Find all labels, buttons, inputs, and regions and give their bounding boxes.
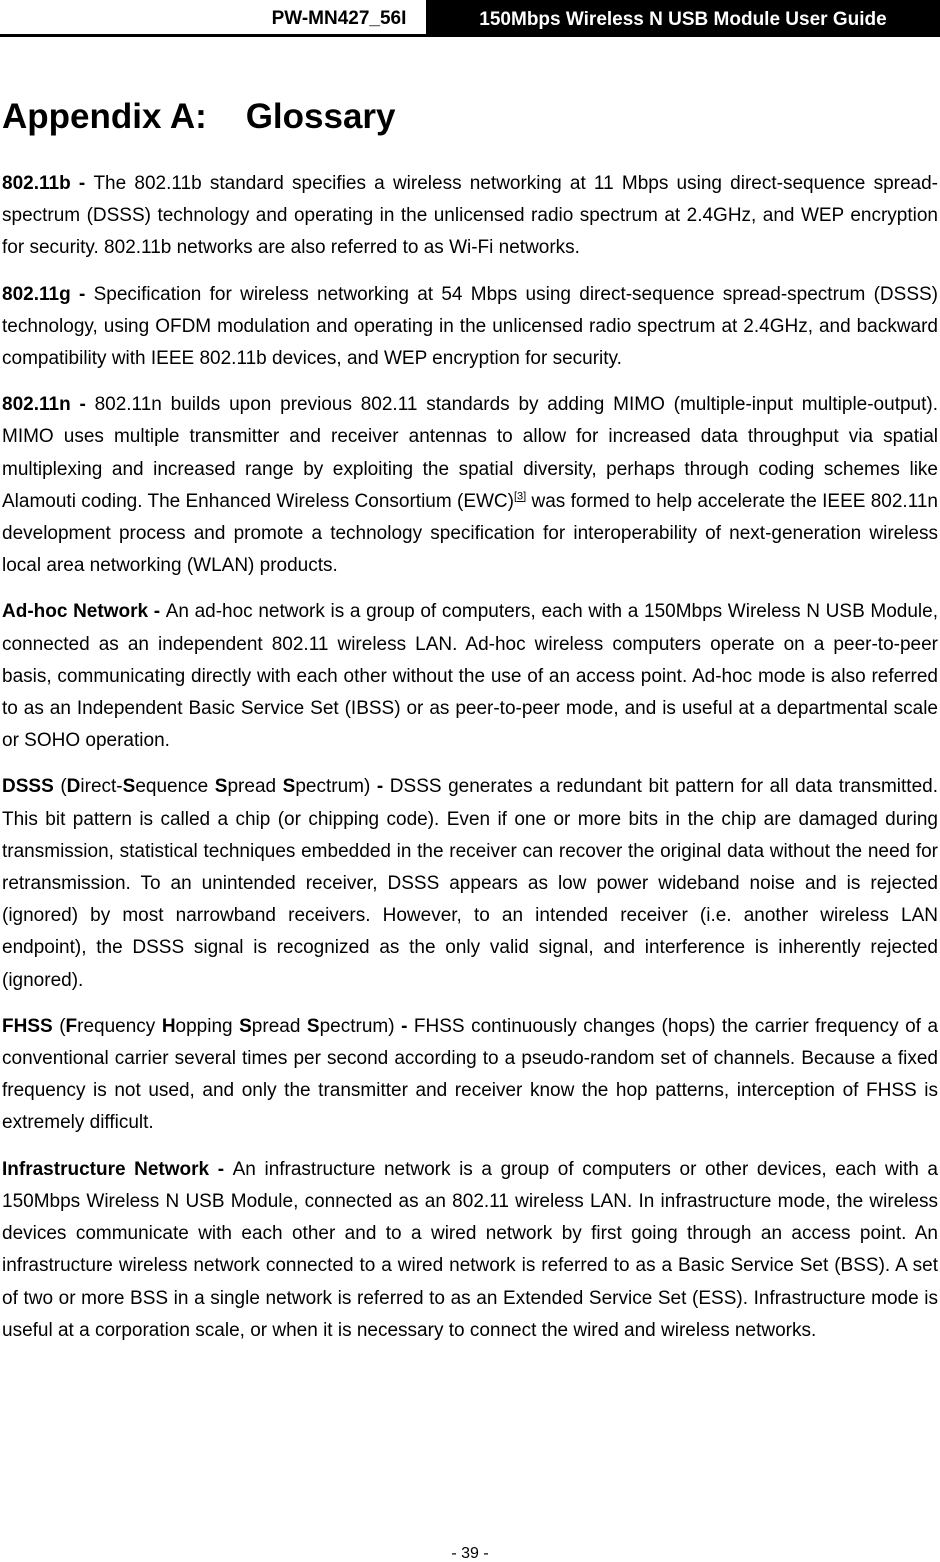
definition: An infrastructure network is a group of computers or other devices, each with a 150Mbps Wireless N USB Module, connected as an 802.11 wireless LAN. In infrastructure mode, the wireless devices communicate with each other and to a wired network by first going through an access point. An infrastructure wireless network connected to a wired network is referred to as a Basic Service Set (BSS). A set of two or more BSS in a single network is referred to as an Extended Service Set (ESS). Infrastructure mode is useful at a corporation scale, or when it is necessary to connect the wired and wireless networks. [2, 1158, 938, 1341]
definition: DSSS generates a redundant bit pattern for all data transmitted. This bit pattern is called a chip (or chipping code). Even if one or more bits in the chip are damaged during transmission, statistical techniques embedded in the receiver can recover the original data without the need for retransmission. To an unintended receiver, DSSS appears as low power wideband noise and is rejected (ignored) by most narrowband receivers. However, to an intended receiver (i.e. another wireless LAN endpoint), the DSSS signal is recognized as the only valid signal, and interference is inherently rejected (ignored). [2, 776, 938, 991]
acronym-letter: S [282, 776, 296, 798]
page-title: Appendix A: Glossary [2, 97, 396, 136]
acronym-word: requency [77, 1015, 162, 1037]
term-dash: - [376, 776, 390, 798]
term-dash: - [401, 1015, 414, 1037]
definition: The 802.11b standard specifies a wireless networking at 11 Mbps using direct-sequence spread-spectrum (DSSS) technology and operating in the unlicensed radio spectrum at 2.4GHz, and WEP encryption for security. 802.11b networks are also referred to as Wi-Fi networks. [2, 173, 939, 259]
term: Ad-hoc Network - [2, 601, 166, 623]
acronym-letter: S [122, 776, 136, 798]
acronym-letter: S [239, 1015, 252, 1037]
acronym-word: pread [251, 1015, 307, 1037]
glossary-entry-80211b [2, 168, 938, 265]
glossary-entry-dsss [2, 771, 938, 996]
glossary-entry-infrastructure-network [2, 1154, 938, 1347]
acronym-word: pectrum) [295, 776, 377, 798]
model-number: PW-MN427_56I [271, 8, 407, 29]
glossary-entry-80211g [2, 279, 938, 376]
page-header [0, 0, 940, 40]
definition: 802.11n builds upon previous 802.11 standards by adding MIMO (multiple-input multiple-output). MIMO uses multiple transmitter and receiver antennas to allow for increased data throughput via spatial multiplexing and increased range by exploiting the spatial diversity, perhaps through coding schemes like Alamouti coding. The Enhanced Wireless Consortium (EWC) [2, 394, 938, 512]
acronym-word: opping [175, 1015, 240, 1037]
paren-open: ( [52, 1015, 66, 1037]
paren-open: ( [53, 776, 67, 798]
acronym-letter: F [65, 1015, 78, 1037]
page-number: - 39 - [451, 1545, 489, 1562]
glossary-entry-adhoc-network [2, 596, 938, 757]
glossary-entry-fhss [2, 1011, 938, 1140]
glossary-entry-80211n [2, 389, 938, 582]
acronym-word: pread [227, 776, 283, 798]
term: FHSS [2, 1015, 53, 1037]
acronym-letter: D [66, 776, 81, 798]
acronym-word: pectrum) [319, 1015, 402, 1037]
term: DSSS [2, 776, 54, 798]
acronym-letter: S [214, 776, 228, 798]
definition: An ad-hoc network is a group of computers, each with a 150Mbps Wireless N USB Module, connected as an independent 802.11 wireless LAN. Ad-hoc wireless computers operate on a peer-to-peer basis, communicating directly with each other without the use of an access point. Ad-hoc mode is also referred to as an Independent Basic Service Set (IBSS) or as peer-to-peer mode, and is useful at a departmental scale or SOHO operation. [2, 601, 938, 752]
header-rule [0, 34, 940, 37]
acronym-word: equence [135, 776, 215, 798]
acronym-letter: H [161, 1015, 176, 1037]
term: 802.11b - [2, 173, 94, 194]
acronym-letter: S [306, 1015, 320, 1037]
term: 802.11n - [2, 394, 95, 416]
footnote-reference-link[interactable]: [3] [513, 490, 527, 503]
definition: Specification for wireless networking at 54 Mbps using direct-sequence spread-spectrum (DSSS) technology, using OFDM modulation and operating in the unlicensed radio spectrum at 2.4GHz, and backward compatibility with IEEE 802.11b devices, and WEP encryption for security. [2, 283, 939, 370]
guide-title: 150Mbps Wireless N USB Module User Guide [426, 0, 940, 37]
glossary-content [2, 168, 938, 1361]
definition: FHSS continuously changes (hops) the carrier frequency of a conventional carrier several times per second according to a pseudo-random set of channels. Because a fixed frequency is not used, and only the transmitter and receiver know the hop patterns, interception of FHSS is extremely difficult. [2, 1015, 939, 1134]
term: Infrastructure Network - [2, 1158, 233, 1180]
term: 802.11g - [2, 283, 94, 305]
definition-continued: was formed to help accelerate the IEEE 802.11n development process and promote a technology specification for interoperability of next-generation wireless local area networking (WLAN) products. [2, 490, 938, 577]
acronym-word: irect- [80, 776, 123, 798]
